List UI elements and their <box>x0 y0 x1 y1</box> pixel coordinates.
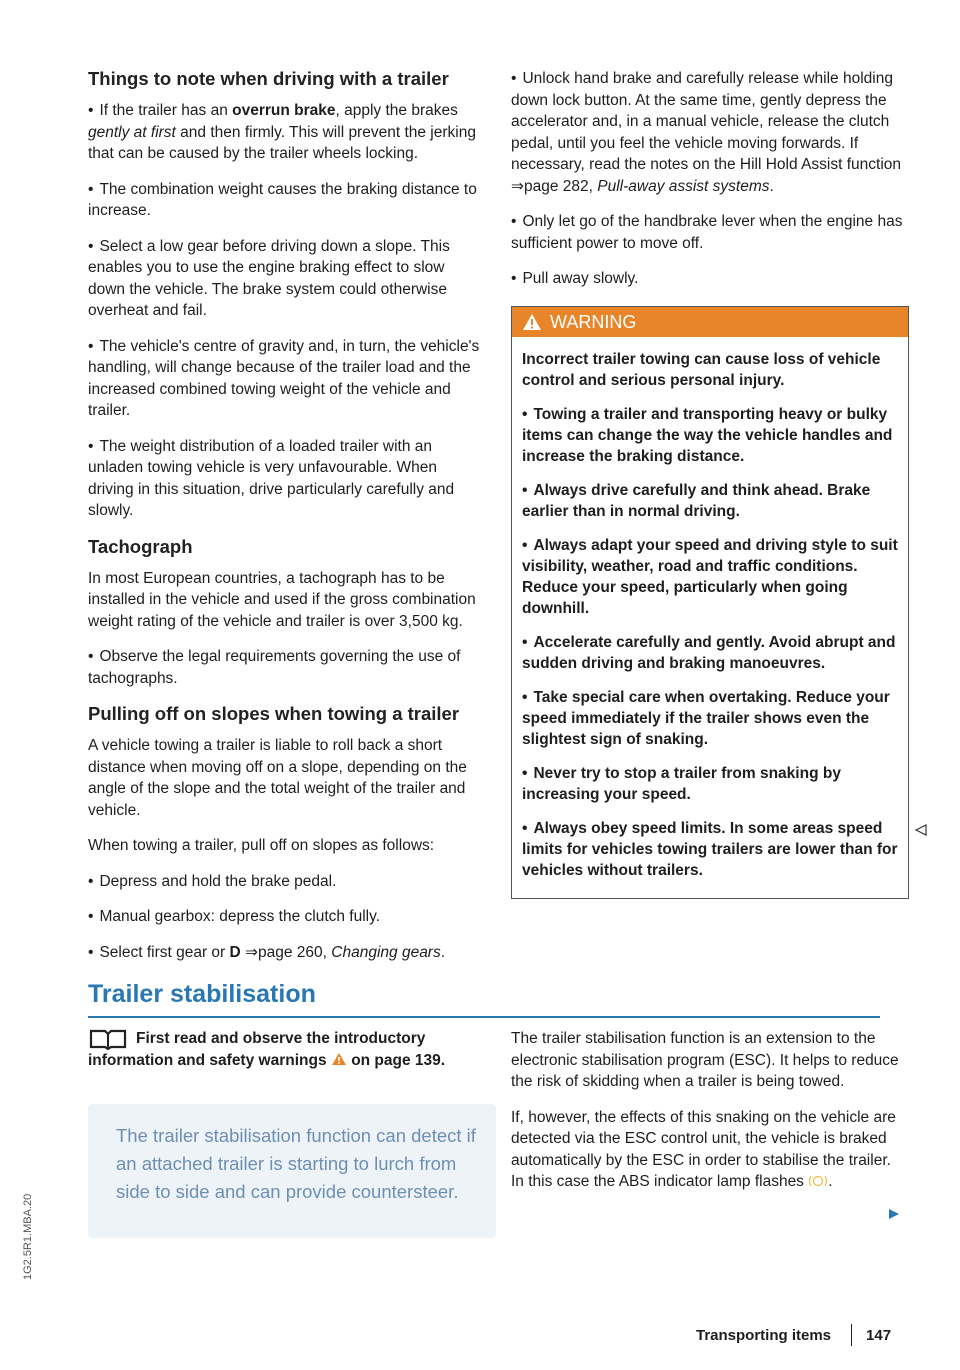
page-footer <box>696 1324 891 1346</box>
bullet-low-gear: • Select a low gear before driving down a slope. This enables you to use the engine braking effect to slow down the vehicle. The brake system could otherwise overheat and fail. <box>88 236 484 322</box>
warning-lead: Incorrect trailer towing can cause loss of vehicle control and serious personal injury. <box>522 351 881 389</box>
warning-header <box>512 307 908 337</box>
warning-item: • Towing a trailer and transporting heavy or bulky items can change the way the vehicle handles and increase the braking distance. <box>522 404 898 467</box>
right-column <box>511 68 907 304</box>
step-clutch: • Manual gearbox: depress the clutch fully. <box>88 906 484 928</box>
document-code: 1G2.5R1.MBA.20 <box>22 1193 34 1280</box>
book-icon <box>88 1028 128 1050</box>
read-first-note: First read and observe the introductory information and safety warnings on page 139. <box>88 1030 446 1069</box>
warning-triangle-icon <box>331 1052 347 1066</box>
bullet-tachograph-law: • Observe the legal requirements governing the use of tachographs. <box>88 646 484 689</box>
heading-pulling-off: Pulling off on slopes when towing a trailer <box>88 703 460 724</box>
stabilisation-text <box>511 1028 907 1207</box>
warning-item: • Accelerate carefully and gently. Avoid abrupt and sudden driving and braking manoeuvres. <box>522 632 898 674</box>
pulling-off-intro: When towing a trailer, pull off on slopes as follows: <box>88 837 435 854</box>
page-number: 147 <box>866 1326 892 1344</box>
warning-box <box>511 306 909 899</box>
left-column <box>88 68 484 977</box>
pulling-off-text: A vehicle towing a trailer is liable to roll back a short distance when moving off on a slope, depending on the angle of the slope and the total weight of the trailer and vehicle. <box>88 737 467 819</box>
step-brake-pedal: • Depress and hold the brake pedal. <box>88 871 484 893</box>
footer-separator <box>851 1324 852 1346</box>
tachograph-text: In most European countries, a tachograph has to be installed in the vehicle and used if the gross combination weight rating of the vehicle and trailer is over 3,500 kg. <box>88 569 476 630</box>
section-end-icon <box>915 824 927 836</box>
warning-triangle-icon <box>522 313 542 331</box>
stabilisation-p1: The trailer stabilisation function is an extension to the electronic stabilisation program (ESC). It helps to reduce the risk of skidding when a trailer is being towed. <box>511 1030 899 1090</box>
section-divider <box>88 1016 880 1018</box>
step-release-lever: • Only let go of the handbrake lever when the engine has sufficient power to move off. <box>511 211 907 254</box>
warning-item: • Always obey speed limits. In some areas speed limits for vehicles towing trailers are lower than for vehicles without trailers. <box>522 818 898 881</box>
section-title-trailer-stabilisation: Trailer stabilisation <box>88 980 316 1008</box>
footer-section: Transporting items <box>696 1326 832 1344</box>
warning-item: • Take special care when overtaking. Reduce your speed immediately if the trailer shows even the slightest sign of snaking. <box>522 687 898 750</box>
bullet-weight-distribution: • The weight distribution of a loaded trailer with an unladen towing vehicle is very unfavourable. When driving in this situation, drive particularly carefully and slowly. <box>88 436 484 522</box>
bullet-overrun-brake: • If the trailer has an overrun brake, apply the brakes gently at first and then firmly. This will prevent the jerking that can be caused by the trailer wheels locking. <box>88 100 484 165</box>
step-unlock-handbrake: • Unlock hand brake and carefully release while holding down lock button. At the same time, gently depress the accelerator and, in a manual vehicle, release the clutch pedal, until you feel the vehicle moving forwards. If necessary, read the notes on the Hill Hold Assist function ⇒page 282, Pull-away assist systems. <box>511 68 907 197</box>
heading-tachograph: Tachograph <box>88 535 193 557</box>
heading-trailer-notes: Things to note when driving with a trailer <box>88 68 449 89</box>
warning-item: • Never try to stop a trailer from snaking by increasing your speed. <box>522 763 898 805</box>
warning-item: • Always adapt your speed and driving style to suit visibility, weather, road and traffic conditions. Reduce your speed, particularly when going downhill. <box>522 535 898 619</box>
stabilisation-p2: If, however, the effects of this snaking on the vehicle are detected via the ESC control unit, the vehicle is braked automatically by the ESC in order to stabilise the trailer. In this case the ABS indicator lamp flashes . <box>511 1108 896 1190</box>
step-first-gear: • Select first gear or D ⇒page 260, Changing gears. <box>88 942 484 964</box>
page-ref-link[interactable]: on page 139. <box>351 1052 446 1069</box>
step-pull-away: • Pull away slowly. <box>511 268 907 290</box>
intro-text: The trailer stabilisation function can detect if an attached trailer is starting to lurch from side to side and can provide countersteer. <box>116 1125 476 1202</box>
bullet-braking-distance: • The combination weight causes the braking distance to increase. <box>88 179 484 222</box>
warning-item: • Always drive carefully and think ahead. Brake earlier than in normal driving. <box>522 480 898 522</box>
warning-title: WARNING <box>550 311 637 332</box>
bullet-centre-of-gravity: • The vehicle's centre of gravity and, in turn, the vehicle's handling, will change because of the trailer load and the increased combined towing weight of the vehicle and trailer. <box>88 336 484 422</box>
page-ref-link[interactable]: ⇒page 260, <box>240 943 332 961</box>
intro-box <box>88 1104 496 1238</box>
warning-body <box>512 337 908 898</box>
abs-indicator-icon <box>808 1175 828 1187</box>
continue-arrow-icon <box>888 1208 900 1220</box>
